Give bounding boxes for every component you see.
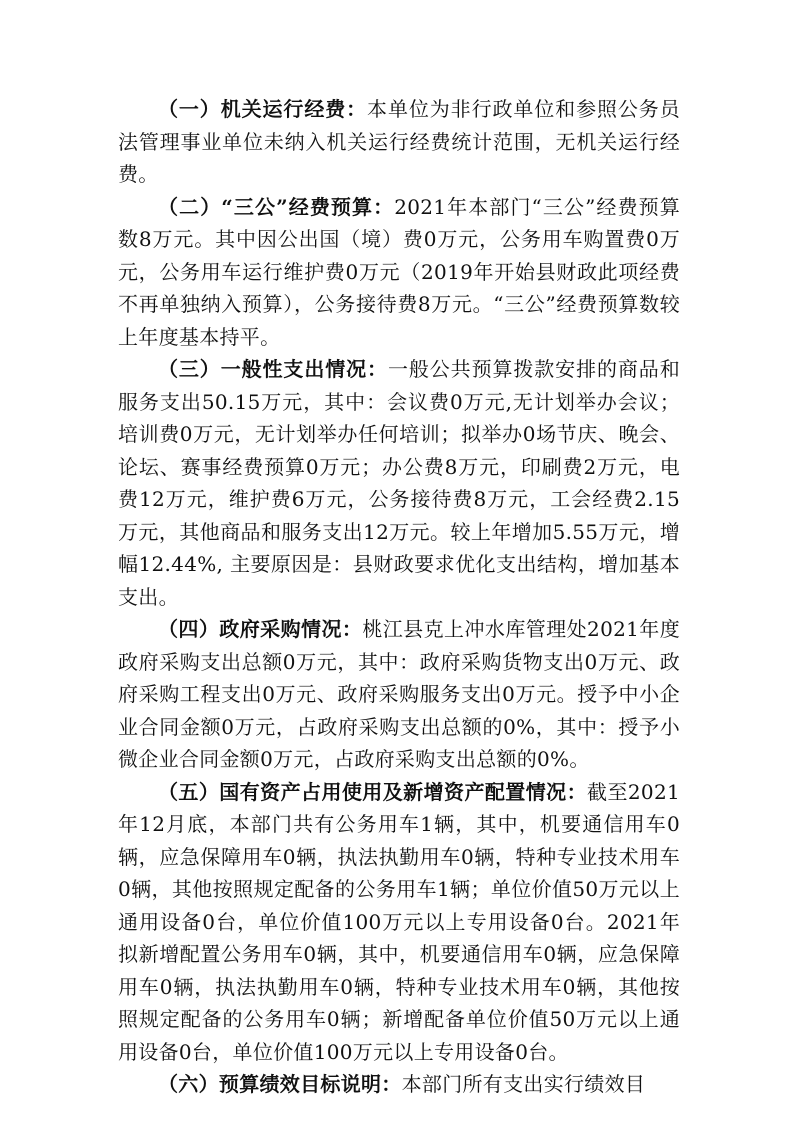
- section-heading: （二）“三公”经费预算：: [158, 194, 395, 219]
- section-text: 一般公共预算拨款安排的商品和服务支出50.15万元，其中：会议费0万元,无计划举办会议；培训费0万元，无计划举办任何培训；拟举办0场节庆、晚会、论坛、赛事经费预算0万元；办公费8万元，印刷费2万元，电费12万元，维护费6万元，公务接待费8万元，工会经费2.15万元，其他商品和服务支出12万元。较上年增加5.55万元，增幅12.44%, 主要原因是：县财政要求优化支出结构，增加基本支出。: [118, 357, 680, 609]
- section-state-assets: [118, 776, 680, 1069]
- section-heading: （六）预算绩效目标说明：: [158, 1072, 402, 1096]
- section-text: 桃江县克上冲水库管理处2021年度政府采购支出总额0万元，其中：政府采购货物支出0万元、政府采购工程支出0万元、政府采购服务支出0万元。授予中小企业合同金额0万元，占政府采购支出总额的0%，其中：授予小微企业合同金额0万元，占政府采购支出总额的0%。: [118, 617, 681, 771]
- section-text: 截至2021年12月底，本部门共有公务用车1辆，其中，机要通信用车0辆，应急保障用车0辆，执法执勤用车0辆，特种专业技术用车0辆，其他按照规定配备的公务用车1辆；单位价值50万元以上通用设备0台，单位价值100万元以上专用设备0台。2021年拟新增配置公务用车0辆，其中，机要通信用车0辆，应急保障用车0辆，执法执勤用车0辆，特种专业技术用车0辆，其他按照规定配备的公务用车0辆；新增配备单位价值50万元以上通用设备0台，单位价值100万元以上专用设备0台。: [118, 779, 680, 1064]
- section-text: 本单位为非行政单位和参照公务员法管理事业单位未纳入机关运行经费统计范围，无机关运行经费。: [118, 97, 681, 186]
- section-three-public-expenses: [118, 191, 680, 354]
- section-performance-goals: [118, 1068, 680, 1101]
- section-operating-expenses: [118, 93, 680, 191]
- section-text: 2021年本部门“三公”经费预算数8万元。其中因公出国（境）费0万元，公务用车购置费0万元，公务用车运行维护费0万元（2019年开始县财政此项经费不再单独纳入预算），公务接待费8万元。“三公”经费预算数较上年度基本持平。: [118, 194, 680, 349]
- section-general-expenditure: [118, 353, 680, 613]
- section-heading: （一）机关运行经费：: [158, 97, 368, 121]
- section-government-procurement: [118, 613, 680, 776]
- document-body: [118, 93, 680, 1101]
- section-heading: （四）政府采购情况：: [158, 617, 363, 641]
- section-heading: （五）国有资产占用使用及新增资产配置情况：: [158, 779, 588, 804]
- section-text: 本部门所有支出实行绩效目: [401, 1072, 646, 1096]
- section-heading: （三）一般性支出情况：: [158, 357, 388, 381]
